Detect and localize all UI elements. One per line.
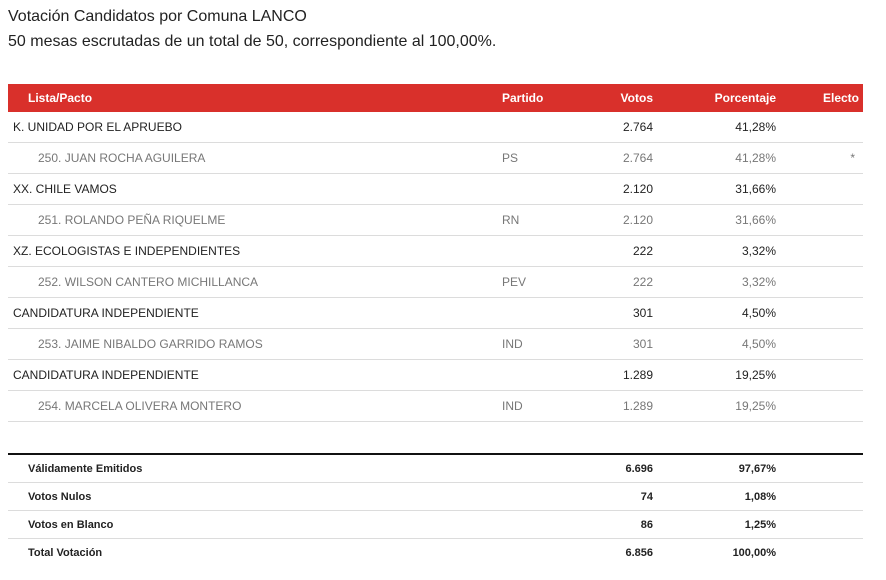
row-porcentaje: 19,25% xyxy=(661,360,784,391)
row-partido: IND xyxy=(502,391,582,422)
candidate-row xyxy=(8,143,863,174)
row-electo xyxy=(784,112,863,143)
candidate-row xyxy=(8,205,863,236)
summary-porcentaje: 1,08% xyxy=(661,483,784,511)
column-header-lista: Lista/Pacto xyxy=(28,91,93,105)
row-votos: 222 xyxy=(582,267,661,298)
column-header-electo: Electo xyxy=(822,91,859,105)
row-porcentaje: 4,50% xyxy=(661,298,784,329)
row-votos: 2.120 xyxy=(582,174,661,205)
row-porcentaje: 3,32% xyxy=(661,236,784,267)
row-partido: IND xyxy=(502,329,582,360)
row-porcentaje: 4,50% xyxy=(661,329,784,360)
candidate-row xyxy=(8,329,863,360)
row-porcentaje: 31,66% xyxy=(661,205,784,236)
row-partido xyxy=(502,360,582,391)
pact-row xyxy=(8,298,863,329)
summary-porcentaje: 100,00% xyxy=(732,546,776,559)
row-electo xyxy=(784,205,863,236)
row-porcentaje: 41,28% xyxy=(661,112,784,143)
row-votos: 1.289 xyxy=(582,360,661,391)
column-header-porcentaje: Porcentaje xyxy=(714,91,776,105)
summary-votos: 74 xyxy=(582,483,661,511)
row-lista: 250. JUAN ROCHA AGUILERA xyxy=(8,143,502,174)
row-electo xyxy=(784,267,863,298)
candidate-row xyxy=(8,391,863,422)
summary-porcentaje: 97,67% xyxy=(661,454,784,483)
column-header-votos: Votos xyxy=(620,91,653,105)
row-votos: 2.764 xyxy=(582,112,661,143)
row-votos: 301 xyxy=(582,329,661,360)
pact-row xyxy=(8,360,863,391)
row-partido xyxy=(502,298,582,329)
row-partido xyxy=(502,236,582,267)
row-electo xyxy=(784,360,863,391)
summary-votos: 6.696 xyxy=(582,454,661,483)
row-partido: PEV xyxy=(502,267,582,298)
row-porcentaje: 31,66% xyxy=(661,174,784,205)
summary-label: Votos Nulos xyxy=(8,483,502,511)
summary-row-validos xyxy=(8,454,863,483)
summary-row-blanco xyxy=(8,511,863,539)
row-votos: 301 xyxy=(582,298,661,329)
row-votos: 2.120 xyxy=(582,205,661,236)
pact-row xyxy=(8,236,863,267)
row-lista: K. UNIDAD POR EL APRUEBO xyxy=(8,112,502,143)
row-porcentaje: 41,28% xyxy=(661,143,784,174)
row-porcentaje: 3,32% xyxy=(661,267,784,298)
row-lista: 253. JAIME NIBALDO GARRIDO RAMOS xyxy=(8,329,502,360)
results-header-row xyxy=(8,84,863,112)
summary-table xyxy=(8,453,863,566)
row-electo xyxy=(784,174,863,205)
row-porcentaje: 19,25% xyxy=(661,391,784,422)
row-partido xyxy=(502,174,582,205)
summary-label: Válidamente Emitidos xyxy=(8,454,502,483)
pact-row xyxy=(8,174,863,205)
row-partido: PS xyxy=(502,143,582,174)
page-subtitle: 50 mesas escrutadas de un total de 50, correspondiente al 100,00%. xyxy=(8,33,497,50)
row-lista: XZ. ECOLOGISTAS E INDEPENDIENTES xyxy=(8,236,502,267)
row-partido xyxy=(502,112,582,143)
row-votos: 222 xyxy=(582,236,661,267)
candidate-row xyxy=(8,267,863,298)
row-lista: XX. CHILE VAMOS xyxy=(8,174,502,205)
row-lista: 252. WILSON CANTERO MICHILLANCA xyxy=(8,267,502,298)
summary-label: Total Votación xyxy=(28,546,103,559)
row-votos: 2.764 xyxy=(582,143,661,174)
row-partido: RN xyxy=(502,205,582,236)
row-electo: * xyxy=(784,143,863,174)
summary-row-total xyxy=(8,539,863,567)
row-lista: 251. ROLANDO PEÑA RIQUELME xyxy=(8,205,502,236)
row-electo xyxy=(784,391,863,422)
pact-row xyxy=(8,112,863,143)
summary-votos: 6.856 xyxy=(625,546,653,559)
summary-row-nulos xyxy=(8,483,863,511)
row-lista: CANDIDATURA INDEPENDIENTE xyxy=(8,298,502,329)
column-header-partido: Partido xyxy=(502,91,544,105)
summary-votos: 86 xyxy=(582,511,661,539)
row-lista: 254. MARCELA OLIVERA MONTERO xyxy=(8,391,502,422)
summary-porcentaje: 1,25% xyxy=(661,511,784,539)
row-electo xyxy=(784,236,863,267)
row-votos: 1.289 xyxy=(582,391,661,422)
summary-label: Votos en Blanco xyxy=(8,511,502,539)
row-electo xyxy=(784,298,863,329)
row-lista: CANDIDATURA INDEPENDIENTE xyxy=(8,360,502,391)
results-table xyxy=(8,84,863,422)
row-electo xyxy=(784,329,863,360)
page-title: Votación Candidatos por Comuna LANCO xyxy=(8,8,307,25)
